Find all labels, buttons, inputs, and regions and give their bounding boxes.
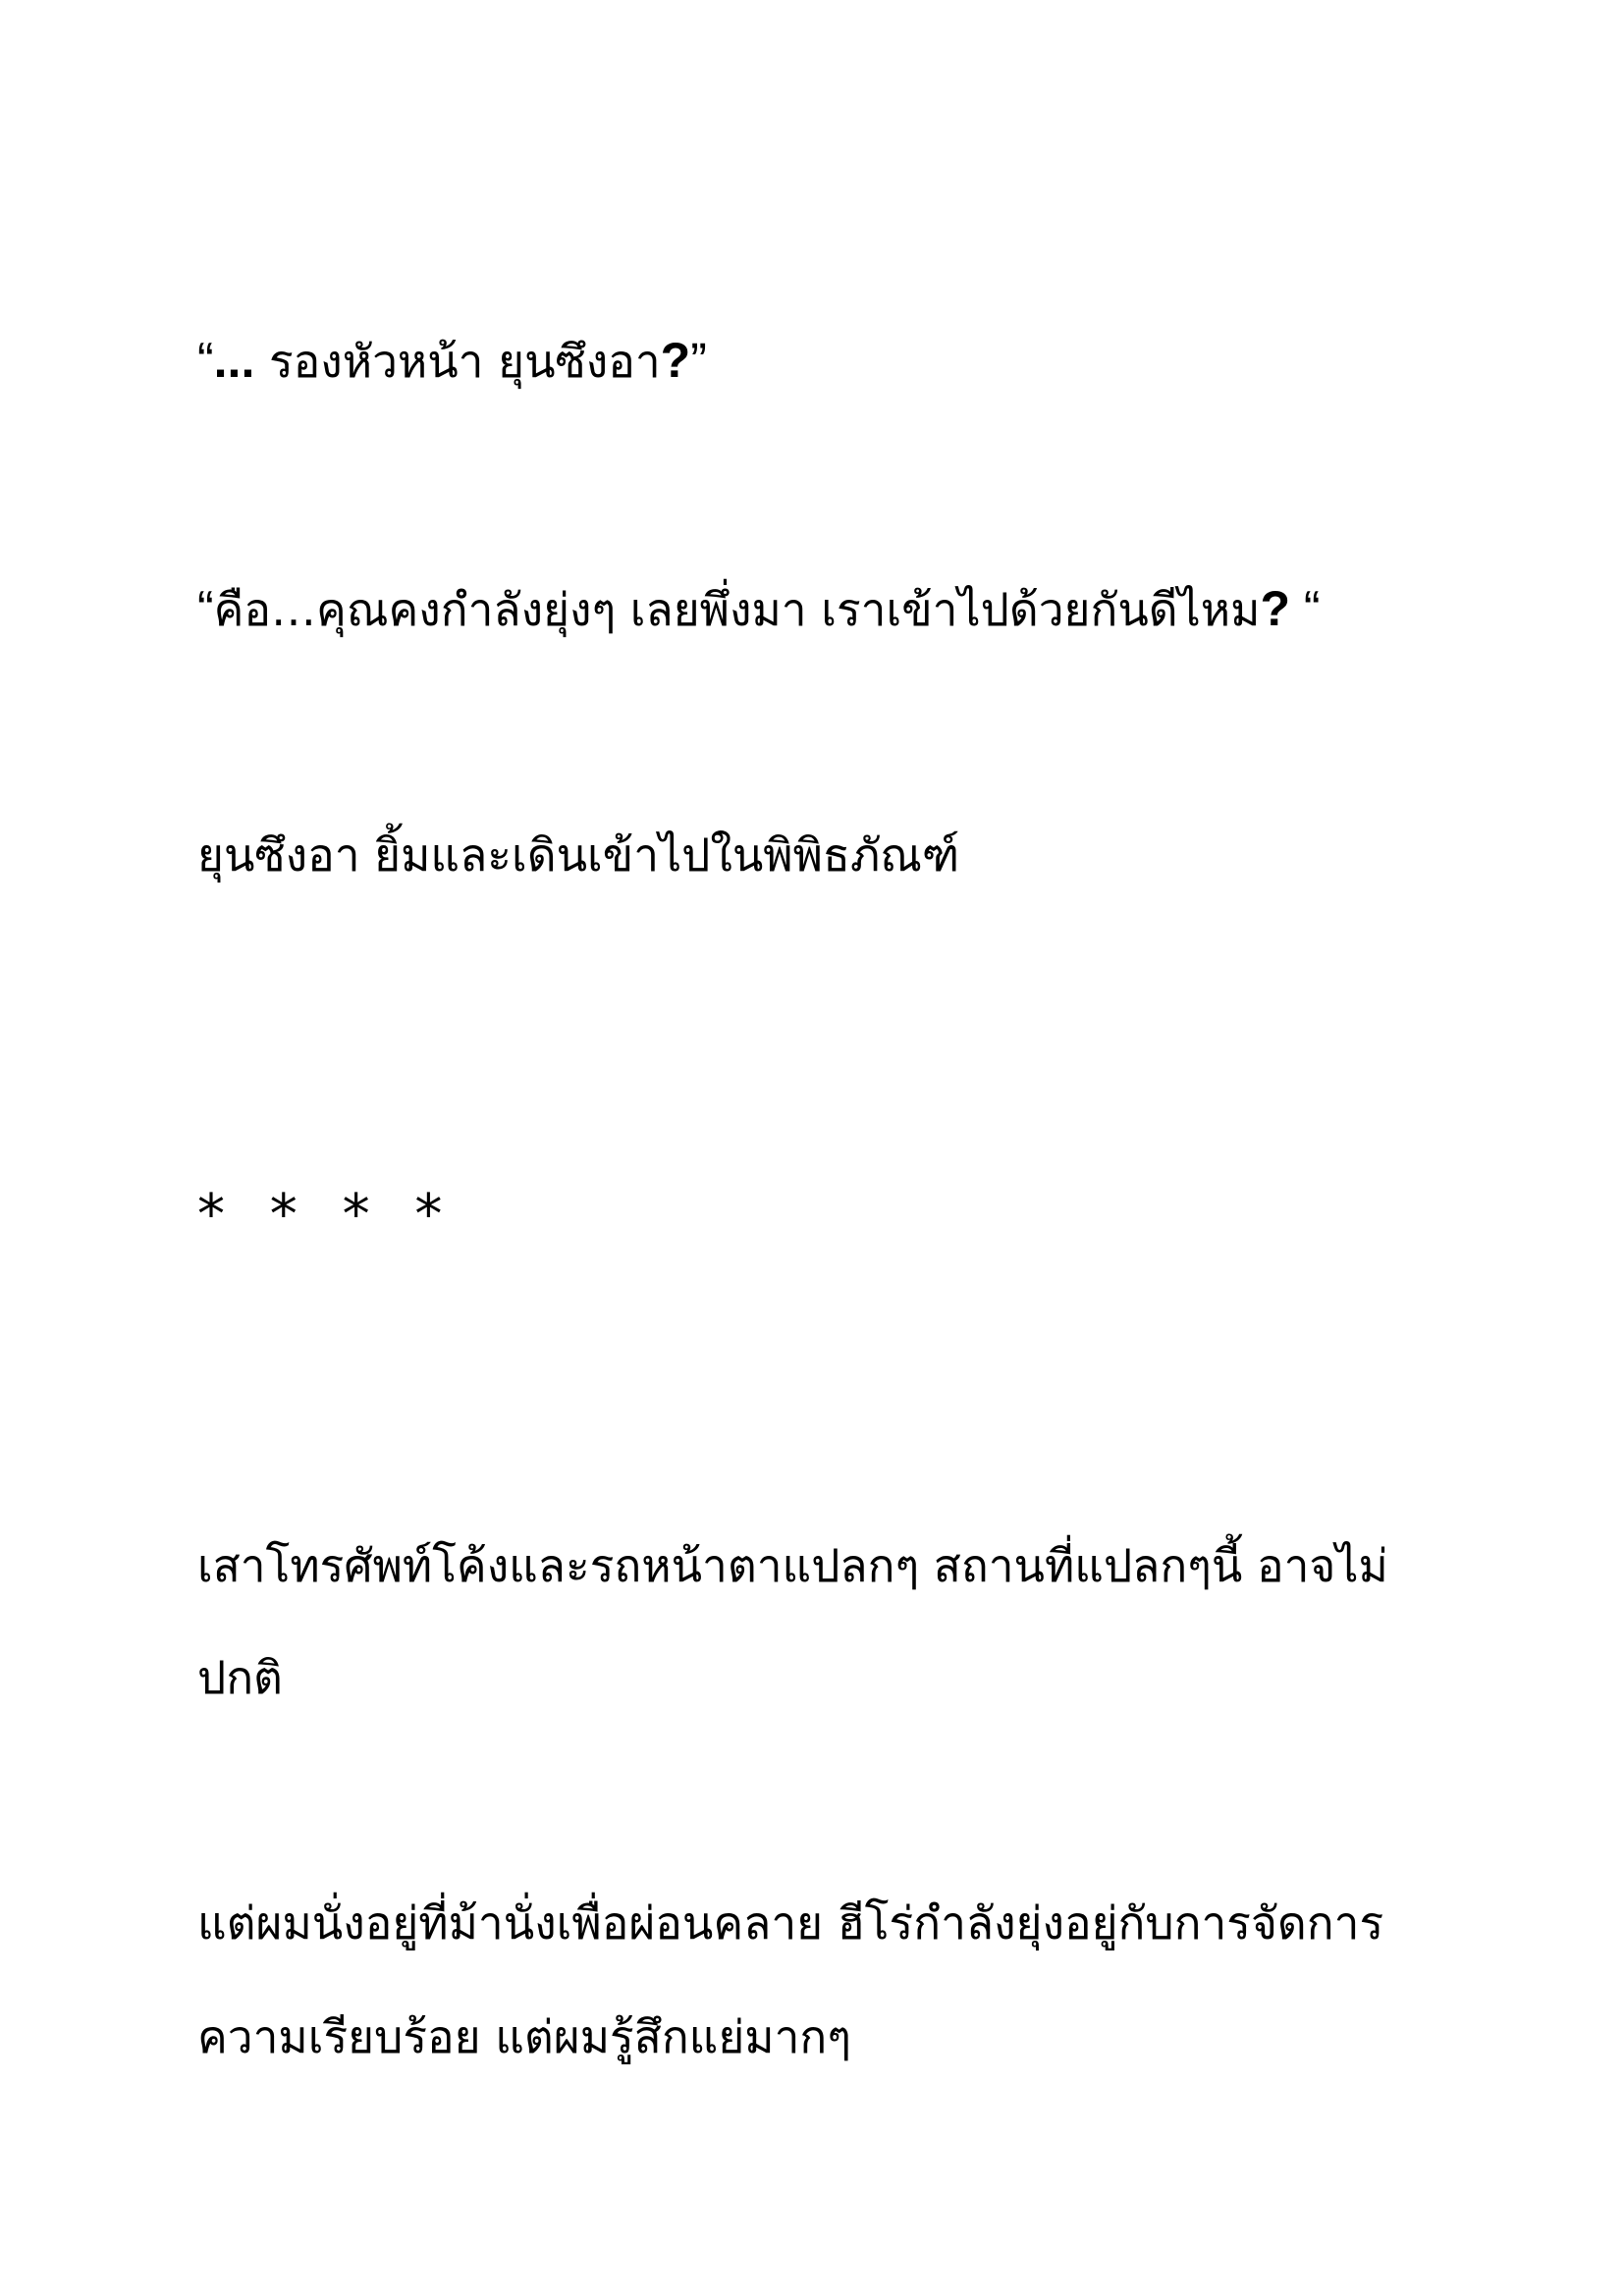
close-quote: ” xyxy=(690,333,707,388)
dialogue-line-2 xyxy=(197,581,1321,636)
narration-paragraph-3-line-1: แต่ผมนั่งอยู่ที่ม้านั่งเพื่อผ่อนคลาย ฮีโร่กำลังยุ่งอยู่กับการจัดการ xyxy=(197,1896,1384,1949)
open-quote: “ xyxy=(197,581,214,636)
narration-line-1: ยุนซึงอา ยิ้มและเดินเข้าไปในพิพิธภัณฑ์ xyxy=(197,828,960,881)
section-separator: * * * * xyxy=(197,1183,457,1247)
narration-paragraph-2-line-2: ปกติ xyxy=(197,1651,283,1704)
open-quote: “ xyxy=(197,333,214,388)
ellipsis: ... xyxy=(213,333,255,388)
dialogue-line-1 xyxy=(197,333,707,388)
narration-paragraph-3-line-2: ความเรียบร้อย แต่ผมรู้สึกแย่มากๆ xyxy=(197,2010,851,2063)
dialogue-text: คือ…คุณคงกำลังยุ่งๆ เลยพึ่งมา เราเข้าไปด้วยกันดีไหม xyxy=(213,583,1261,636)
question-mark: ? xyxy=(1260,581,1290,636)
close-quote: “ xyxy=(1289,581,1321,636)
dialogue-text: รองหัวหน้า ยุนซึงอา xyxy=(254,335,661,388)
question-mark: ? xyxy=(660,333,691,388)
narration-paragraph-2-line-1: เสาโทรศัพท์โค้งและรถหน้าตาแปลกๆ สถานที่แปลกๆนี้ อาจไม่ xyxy=(197,1539,1388,1592)
